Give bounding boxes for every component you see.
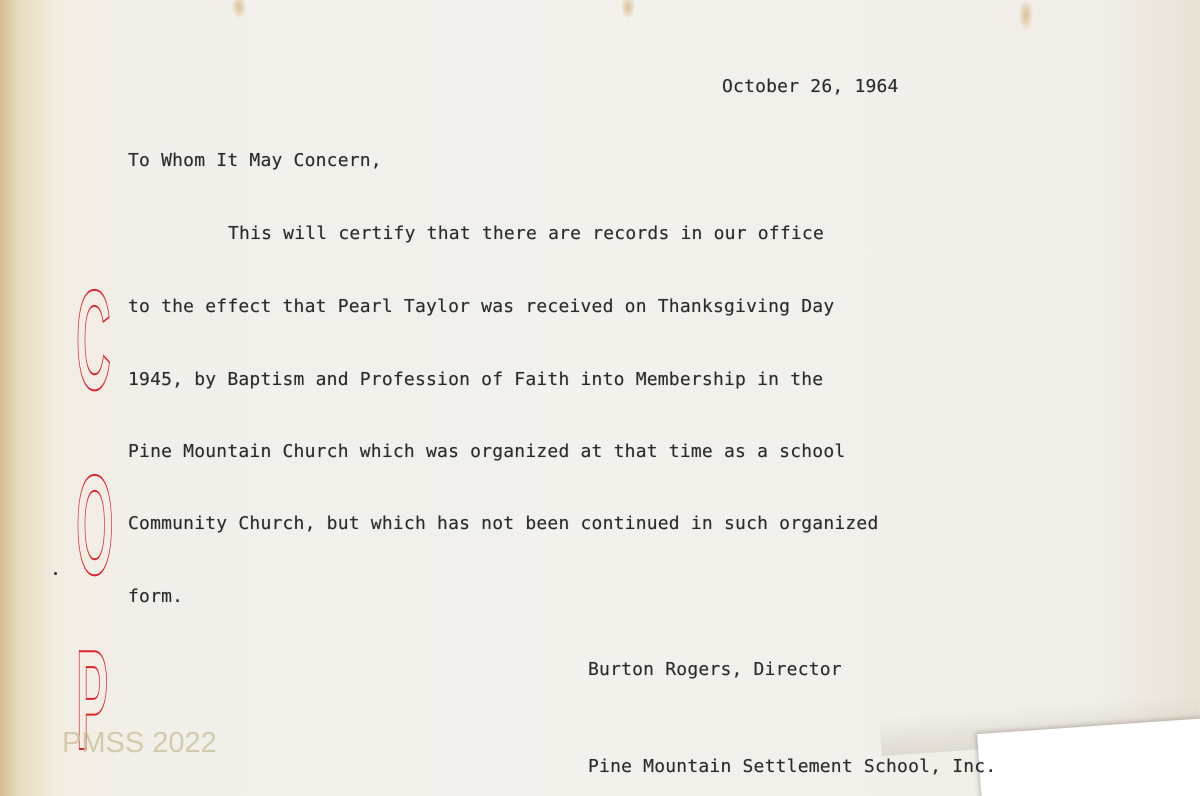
letter-salutation: To Whom It May Concern,	[128, 150, 382, 171]
body-line: form.	[128, 586, 184, 607]
copy-stamp-letter-o: O	[76, 446, 114, 605]
copy-stamp-letter-c: C	[76, 261, 111, 420]
rust-stain	[1019, 0, 1033, 30]
watermark: PMSS 2022	[62, 727, 217, 759]
body-line: Community Church, but which has not been continued in such organized	[128, 513, 879, 534]
organization-name: Pine Mountain Settlement School, Inc.	[588, 756, 997, 777]
ink-dot	[54, 572, 57, 575]
rust-stain	[232, 0, 246, 18]
body-line: This will certify that there are records in our office	[228, 223, 824, 244]
rust-stain	[621, 0, 635, 18]
letter-date: October 26, 1964	[722, 76, 899, 97]
signature-line: Burton Rogers, Director	[588, 659, 842, 680]
body-line: 1945, by Baptism and Profession of Faith into Membership in the	[128, 369, 824, 390]
body-line: to the effect that Pearl Taylor was received on Thanksgiving Day	[128, 296, 835, 317]
copy-stamp-letter-p: P	[76, 621, 109, 780]
paper-edge-shadow	[0, 0, 60, 796]
body-line: Pine Mountain Church which was organized at that time as a school	[128, 441, 846, 462]
